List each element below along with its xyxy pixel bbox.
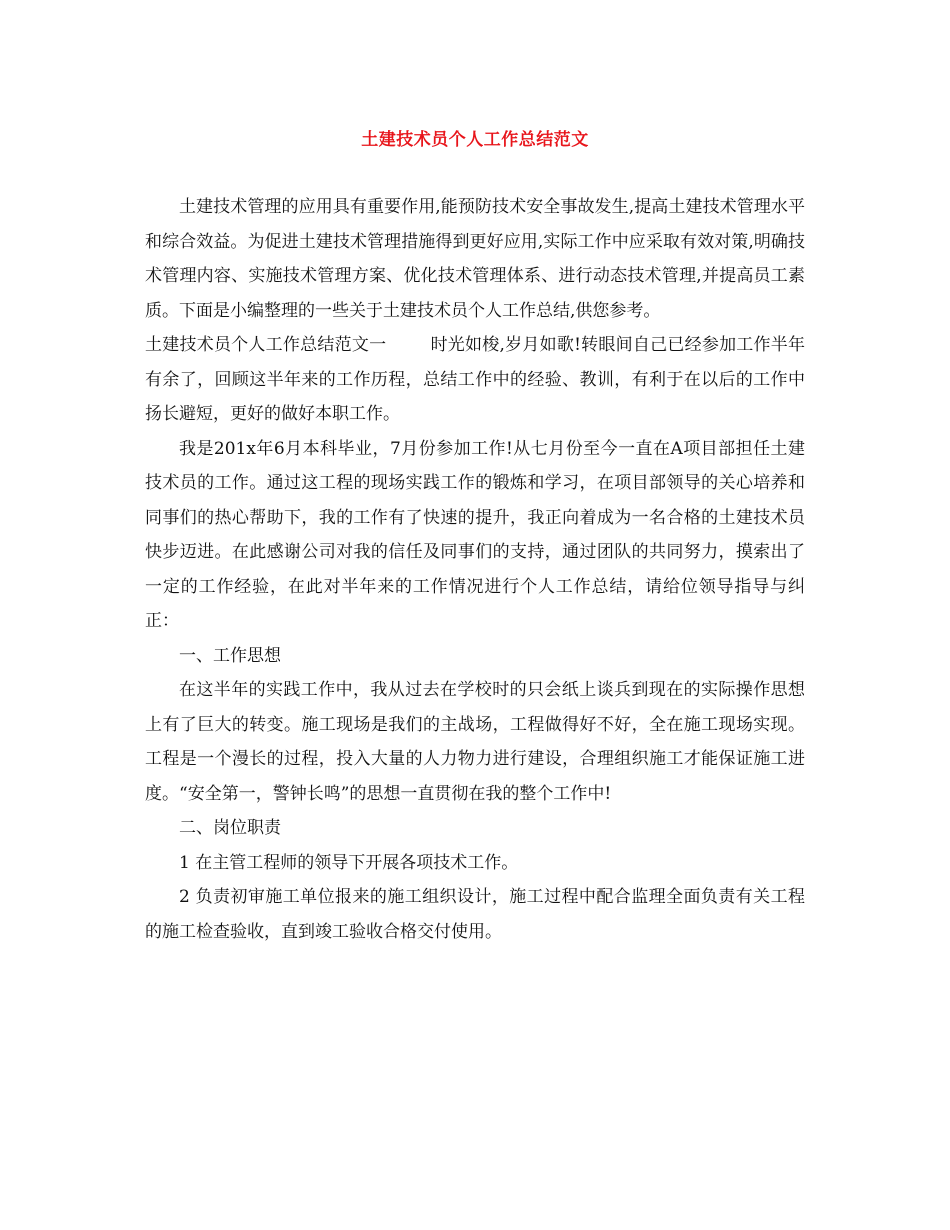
document-title: 土建技术员个人工作总结范文 <box>361 130 589 150</box>
sample-one-text: 时光如梭,岁月如歌!转眼间自己已经参加工作半年有余了，回顾这半年来的工作历程，总结工作中的经验、教训，有利于在以后的工作中扬长避短，更好的做好本职工作。 <box>145 335 806 424</box>
duty-item-1: 1 在主管工程师的领导下开展各项技术工作。 <box>179 852 519 873</box>
paragraph-background: 我是201x年6月本科毕业，7月份参加工作!从七月份至今一直在A项目部担任土建技术员的工作。通过这工程的现场实践工作的锻炼和学习，在项目部领导的关心培养和同事们的热心帮助下，我的工作有了快速的提升，我正向着成为一名合格的土建技术员快步迈进。在此感谢公司对我的信任及同事们的支持，通过团队的共同努力，摸索出了一定的工作经验，在此对半年来的工作情况进行个人工作总结，请给位领导指导与纠正： <box>145 438 805 631</box>
section-heading-duties: 二、岗位职责 <box>179 818 281 838</box>
paragraph-work-thoughts: 在这半年的实践工作中，我从过去在学校时的只会纸上谈兵到现在的实际操作思想上有了巨大的转变。施工现场是我们的主战场，工程做得好不好，全在施工现场实现。工程是一个漫长的过程，投入大量的人力物力进行建设，合理组织施工才能保证施工进度。“安全第一，警钟长鸣”的思想一直贯彻在我的整个工作中! <box>145 680 805 804</box>
duty-item-2: 2 负责初审施工单位报来的施工组织设计，施工过程中配合监理全面负责有关工程的施工检查验收，直到竣工验收合格交付使用。 <box>145 887 805 942</box>
paragraph-intro: 土建技术管理的应用具有重要作用,能预防技术安全事故发生,提高土建技术管理水平和综合效益。为促进土建技术管理措施得到更好应用,实际工作中应采取有效对策,明确技术管理内容、实施技术管理方案、优化技术管理体系、进行动态技术管理,并提高员工素质。下面是小编整理的一些关于土建技术员个人工作总结,供您参考。 <box>145 197 805 321</box>
paragraph-sample-one <box>145 328 805 432</box>
sample-one-label: 土建技术员个人工作总结范文一 <box>145 335 387 355</box>
document-body <box>145 190 805 949</box>
section-heading-work-thoughts: 一、工作思想 <box>179 645 281 666</box>
